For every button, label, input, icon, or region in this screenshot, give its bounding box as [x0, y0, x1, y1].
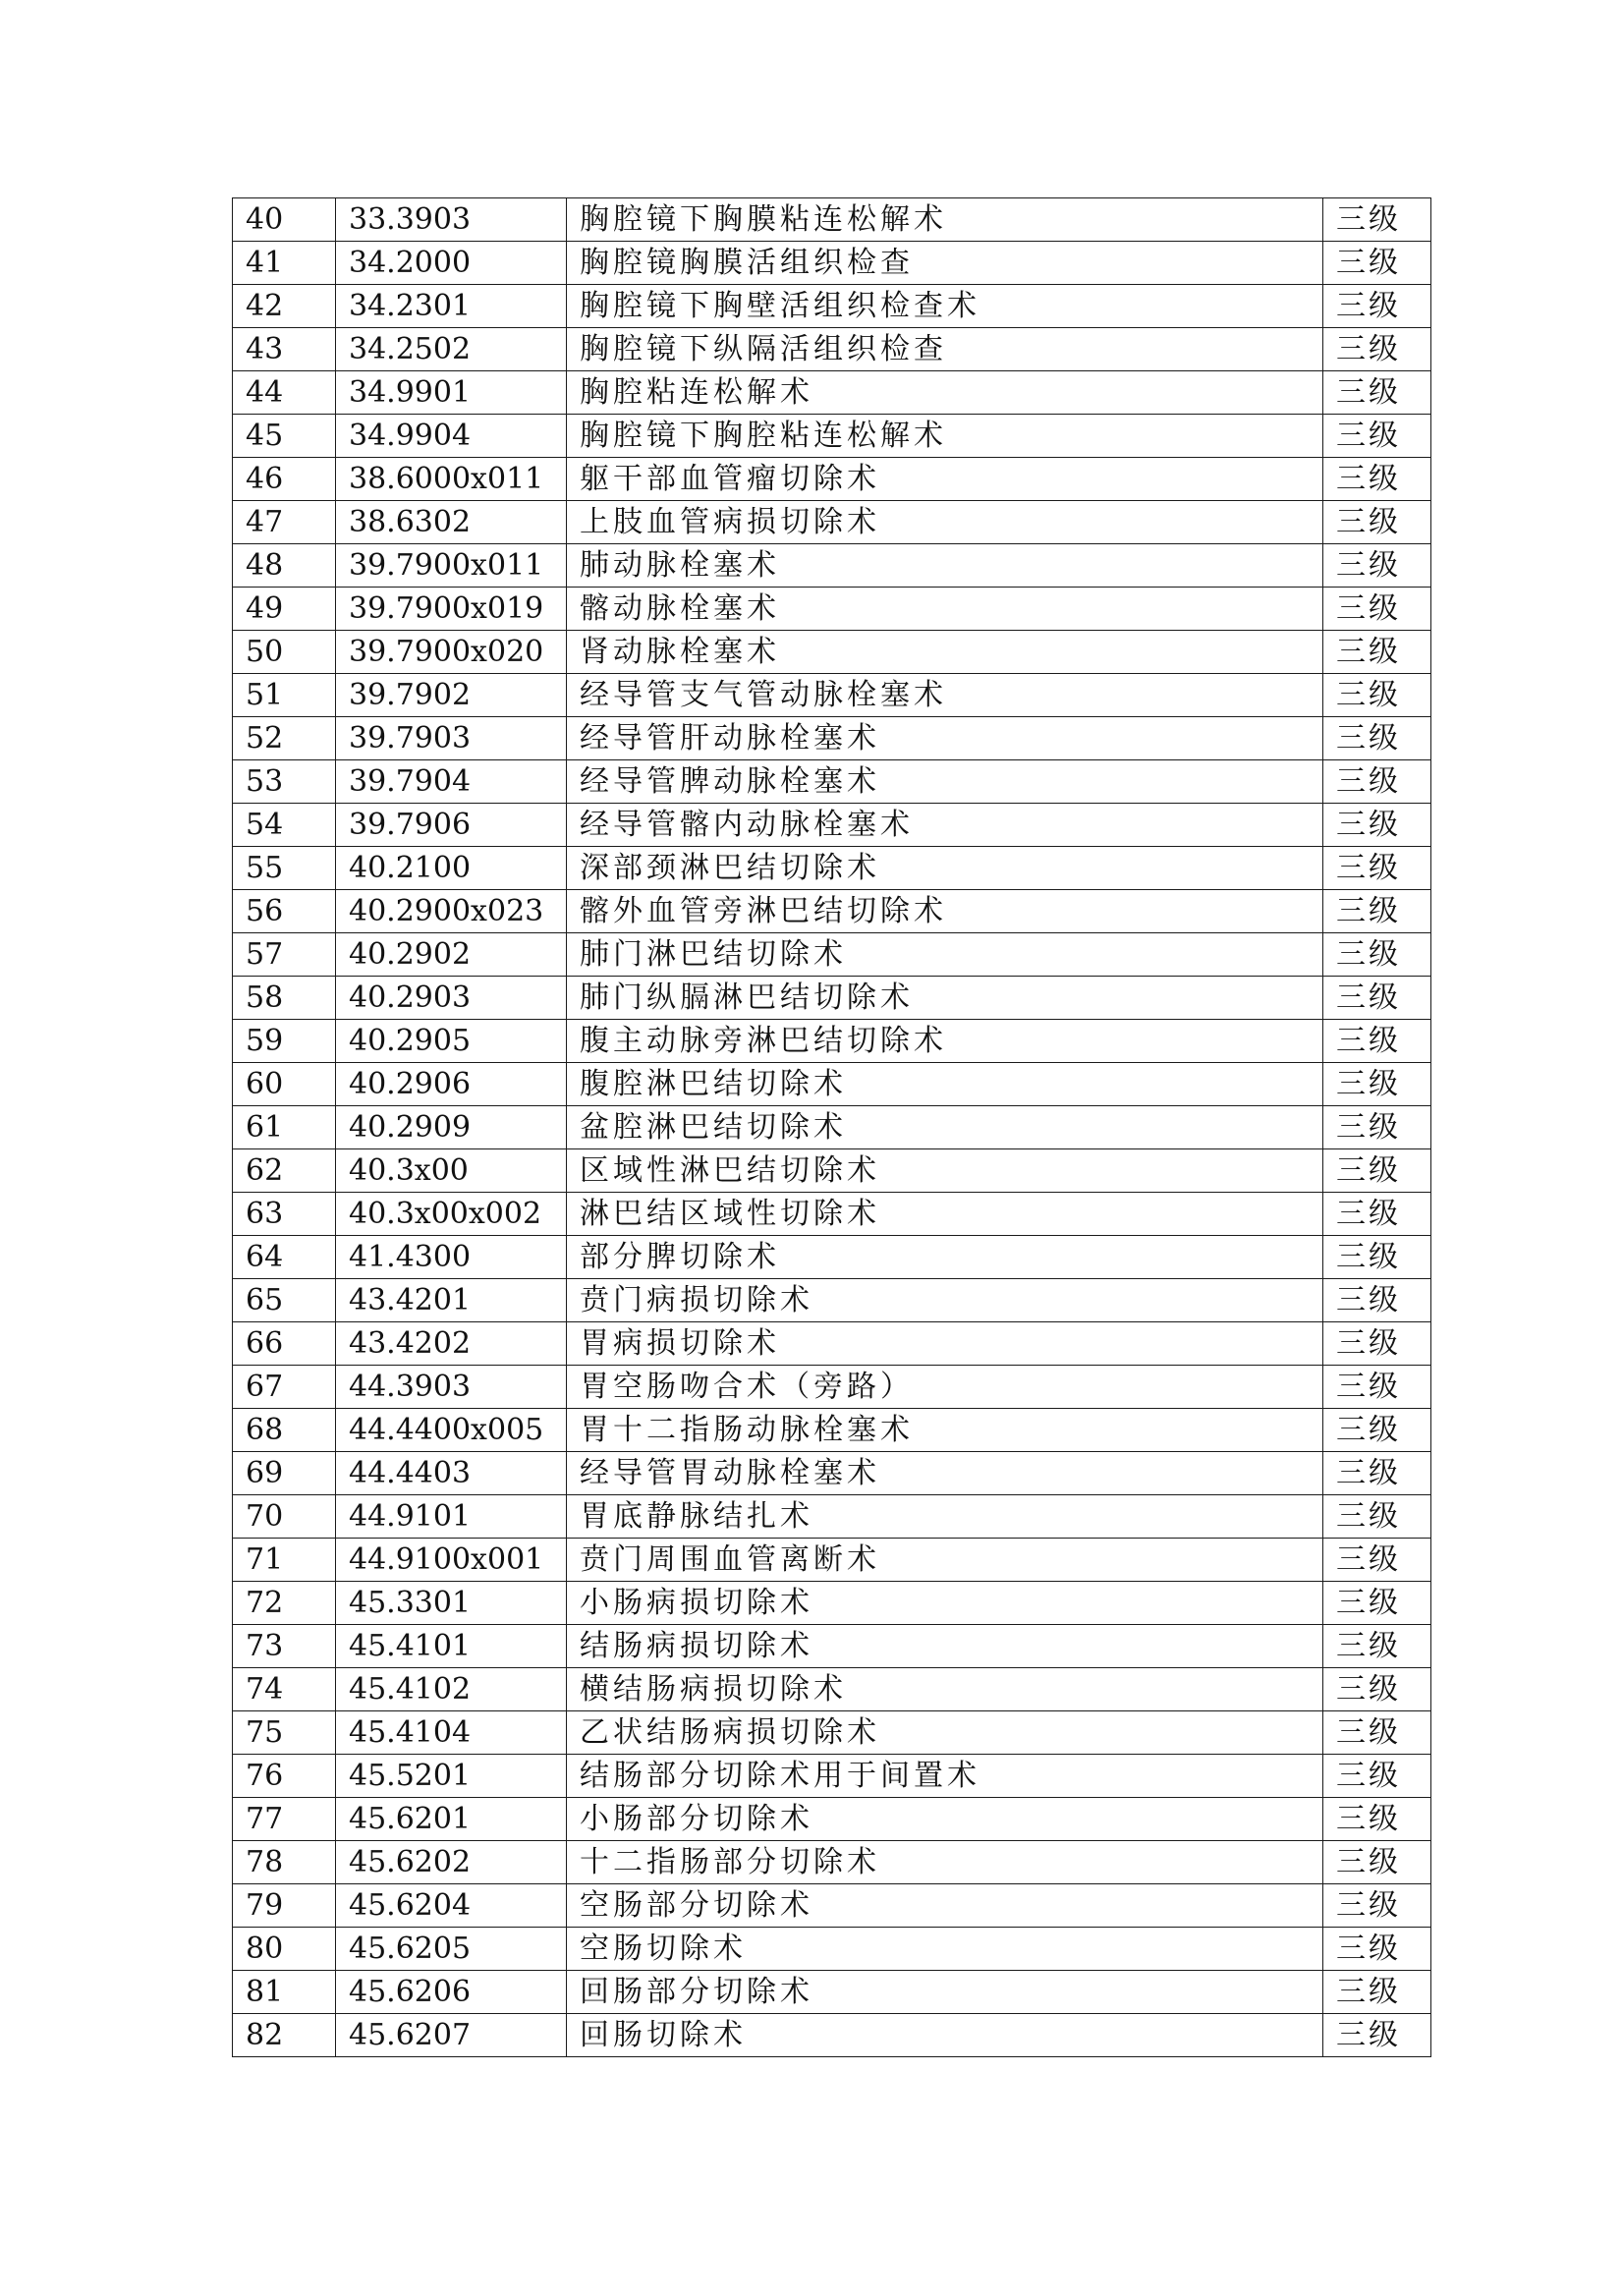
- row-number-cell: 48: [233, 544, 336, 588]
- procedure-name-cell: 空肠切除术: [567, 1928, 1323, 1971]
- procedure-code-cell: 41.4300: [336, 1236, 567, 1279]
- procedure-name-cell: 胃空肠吻合术（旁路）: [567, 1366, 1323, 1409]
- table-row: [233, 890, 1431, 933]
- procedure-code-cell: 34.9901: [336, 371, 567, 415]
- procedure-level-cell: 三级: [1323, 1409, 1431, 1452]
- procedure-code-cell: 45.6202: [336, 1841, 567, 1884]
- procedure-code-cell: 44.9100x001: [336, 1539, 567, 1582]
- table-row: [233, 847, 1431, 890]
- row-number-cell: 69: [233, 1452, 336, 1495]
- table-row: [233, 1798, 1431, 1841]
- table-row: [233, 415, 1431, 458]
- procedure-level-cell: 三级: [1323, 631, 1431, 674]
- procedure-code-cell: 45.5201: [336, 1755, 567, 1798]
- row-number-cell: 76: [233, 1755, 336, 1798]
- procedure-name-cell: 结肠病损切除术: [567, 1625, 1323, 1668]
- row-number-cell: 57: [233, 933, 336, 977]
- procedure-level-cell: 三级: [1323, 198, 1431, 242]
- table-row: [233, 198, 1431, 242]
- procedure-code-cell: 39.7904: [336, 760, 567, 804]
- procedure-level-cell: 三级: [1323, 1582, 1431, 1625]
- row-number-cell: 47: [233, 501, 336, 544]
- table-row: [233, 760, 1431, 804]
- procedure-level-cell: 三级: [1323, 1020, 1431, 1063]
- procedure-level-cell: 三级: [1323, 1322, 1431, 1366]
- procedure-name-cell: 肺门纵膈淋巴结切除术: [567, 977, 1323, 1020]
- row-number-cell: 41: [233, 242, 336, 285]
- procedure-level-cell: 三级: [1323, 1971, 1431, 2014]
- row-number-cell: 58: [233, 977, 336, 1020]
- row-number-cell: 55: [233, 847, 336, 890]
- procedure-level-cell: 三级: [1323, 1366, 1431, 1409]
- table-row: [233, 328, 1431, 371]
- procedure-code-cell: 39.7900x020: [336, 631, 567, 674]
- row-number-cell: 44: [233, 371, 336, 415]
- procedure-name-cell: 胸腔镜下胸膜粘连松解术: [567, 198, 1323, 242]
- table-row: [233, 1668, 1431, 1711]
- procedure-name-cell: 经导管脾动脉栓塞术: [567, 760, 1323, 804]
- procedure-code-cell: 44.3903: [336, 1366, 567, 1409]
- row-number-cell: 60: [233, 1063, 336, 1106]
- procedure-name-cell: 上肢血管病损切除术: [567, 501, 1323, 544]
- procedure-name-cell: 深部颈淋巴结切除术: [567, 847, 1323, 890]
- procedure-name-cell: 盆腔淋巴结切除术: [567, 1106, 1323, 1149]
- table-row: [233, 1322, 1431, 1366]
- procedure-level-cell: 三级: [1323, 1798, 1431, 1841]
- procedure-level-cell: 三级: [1323, 1236, 1431, 1279]
- table-row: [233, 1149, 1431, 1193]
- row-number-cell: 52: [233, 717, 336, 760]
- procedure-code-cell: 45.6207: [336, 2014, 567, 2057]
- procedure-level-cell: 三级: [1323, 1149, 1431, 1193]
- table-row: [233, 674, 1431, 717]
- row-number-cell: 82: [233, 2014, 336, 2057]
- procedure-name-cell: 胸腔镜胸膜活组织检查: [567, 242, 1323, 285]
- table-row: [233, 1928, 1431, 1971]
- procedure-level-cell: 三级: [1323, 847, 1431, 890]
- row-number-cell: 65: [233, 1279, 336, 1322]
- procedure-code-cell: 40.2902: [336, 933, 567, 977]
- table-row: [233, 933, 1431, 977]
- table-row: [233, 1020, 1431, 1063]
- procedure-name-cell: 部分脾切除术: [567, 1236, 1323, 1279]
- procedure-level-cell: 三级: [1323, 2014, 1431, 2057]
- procedure-level-cell: 三级: [1323, 977, 1431, 1020]
- procedure-table: [232, 197, 1431, 2057]
- procedure-name-cell: 回肠部分切除术: [567, 1971, 1323, 2014]
- procedure-code-cell: 39.7900x011: [336, 544, 567, 588]
- procedure-name-cell: 十二指肠部分切除术: [567, 1841, 1323, 1884]
- procedure-code-cell: 45.6204: [336, 1884, 567, 1928]
- procedure-name-cell: 小肠病损切除术: [567, 1582, 1323, 1625]
- procedure-code-cell: 40.2906: [336, 1063, 567, 1106]
- table-row: [233, 1711, 1431, 1755]
- procedure-code-cell: 44.9101: [336, 1495, 567, 1539]
- procedure-code-cell: 39.7903: [336, 717, 567, 760]
- procedure-code-cell: 39.7900x019: [336, 588, 567, 631]
- row-number-cell: 68: [233, 1409, 336, 1452]
- procedure-name-cell: 结肠部分切除术用于间置术: [567, 1755, 1323, 1798]
- procedure-code-cell: 45.6206: [336, 1971, 567, 2014]
- table-row: [233, 242, 1431, 285]
- row-number-cell: 42: [233, 285, 336, 328]
- procedure-name-cell: 胃底静脉结扎术: [567, 1495, 1323, 1539]
- procedure-name-cell: 经导管肝动脉栓塞术: [567, 717, 1323, 760]
- procedure-level-cell: 三级: [1323, 285, 1431, 328]
- procedure-name-cell: 胸腔镜下胸壁活组织检查术: [567, 285, 1323, 328]
- table-row: [233, 1884, 1431, 1928]
- table-row: [233, 1409, 1431, 1452]
- procedure-code-cell: 40.3x00: [336, 1149, 567, 1193]
- table-row: [233, 458, 1431, 501]
- row-number-cell: 71: [233, 1539, 336, 1582]
- procedure-code-cell: 34.2301: [336, 285, 567, 328]
- procedure-code-cell: 45.6205: [336, 1928, 567, 1971]
- procedure-code-cell: 34.2502: [336, 328, 567, 371]
- row-number-cell: 67: [233, 1366, 336, 1409]
- procedure-level-cell: 三级: [1323, 1539, 1431, 1582]
- procedure-level-cell: 三级: [1323, 1495, 1431, 1539]
- procedure-name-cell: 淋巴结区域性切除术: [567, 1193, 1323, 1236]
- procedure-code-cell: 45.3301: [336, 1582, 567, 1625]
- procedure-level-cell: 三级: [1323, 1193, 1431, 1236]
- row-number-cell: 70: [233, 1495, 336, 1539]
- row-number-cell: 73: [233, 1625, 336, 1668]
- procedure-code-cell: 40.3x00x002: [336, 1193, 567, 1236]
- procedure-name-cell: 乙状结肠病损切除术: [567, 1711, 1323, 1755]
- procedure-code-cell: 45.4101: [336, 1625, 567, 1668]
- procedure-name-cell: 区域性淋巴结切除术: [567, 1149, 1323, 1193]
- table-row: [233, 1063, 1431, 1106]
- table-row: [233, 371, 1431, 415]
- table-row: [233, 588, 1431, 631]
- procedure-level-cell: 三级: [1323, 415, 1431, 458]
- row-number-cell: 64: [233, 1236, 336, 1279]
- row-number-cell: 54: [233, 804, 336, 847]
- table-row: [233, 1625, 1431, 1668]
- table-row: [233, 977, 1431, 1020]
- procedure-level-cell: 三级: [1323, 1841, 1431, 1884]
- row-number-cell: 51: [233, 674, 336, 717]
- procedure-code-cell: 44.4403: [336, 1452, 567, 1495]
- table-row: [233, 1755, 1431, 1798]
- table-row: [233, 1495, 1431, 1539]
- table-row: [233, 1106, 1431, 1149]
- procedure-level-cell: 三级: [1323, 1668, 1431, 1711]
- row-number-cell: 53: [233, 760, 336, 804]
- procedure-code-cell: 40.2905: [336, 1020, 567, 1063]
- procedure-code-cell: 40.2909: [336, 1106, 567, 1149]
- table-row: [233, 501, 1431, 544]
- procedure-level-cell: 三级: [1323, 804, 1431, 847]
- procedure-name-cell: 躯干部血管瘤切除术: [567, 458, 1323, 501]
- procedure-code-cell: 34.2000: [336, 242, 567, 285]
- procedure-name-cell: 腹腔淋巴结切除术: [567, 1063, 1323, 1106]
- row-number-cell: 45: [233, 415, 336, 458]
- table-row: [233, 1193, 1431, 1236]
- row-number-cell: 72: [233, 1582, 336, 1625]
- procedure-level-cell: 三级: [1323, 544, 1431, 588]
- procedure-level-cell: 三级: [1323, 458, 1431, 501]
- table-row: [233, 285, 1431, 328]
- table-row: [233, 1971, 1431, 2014]
- procedure-level-cell: 三级: [1323, 1063, 1431, 1106]
- procedure-level-cell: 三级: [1323, 890, 1431, 933]
- procedure-level-cell: 三级: [1323, 1711, 1431, 1755]
- row-number-cell: 63: [233, 1193, 336, 1236]
- procedure-name-cell: 横结肠病损切除术: [567, 1668, 1323, 1711]
- row-number-cell: 50: [233, 631, 336, 674]
- row-number-cell: 40: [233, 198, 336, 242]
- table-row: [233, 2014, 1431, 2057]
- procedure-code-cell: 40.2100: [336, 847, 567, 890]
- procedure-name-cell: 髂动脉栓塞术: [567, 588, 1323, 631]
- procedure-name-cell: 肺门淋巴结切除术: [567, 933, 1323, 977]
- procedure-code-cell: 39.7902: [336, 674, 567, 717]
- procedure-level-cell: 三级: [1323, 1755, 1431, 1798]
- row-number-cell: 79: [233, 1884, 336, 1928]
- procedure-level-cell: 三级: [1323, 371, 1431, 415]
- row-number-cell: 80: [233, 1928, 336, 1971]
- row-number-cell: 78: [233, 1841, 336, 1884]
- procedure-level-cell: 三级: [1323, 674, 1431, 717]
- procedure-code-cell: 40.2903: [336, 977, 567, 1020]
- procedure-code-cell: 38.6000x011: [336, 458, 567, 501]
- procedure-name-cell: 经导管支气管动脉栓塞术: [567, 674, 1323, 717]
- procedure-code-cell: 45.4102: [336, 1668, 567, 1711]
- row-number-cell: 59: [233, 1020, 336, 1063]
- row-number-cell: 62: [233, 1149, 336, 1193]
- procedure-level-cell: 三级: [1323, 1279, 1431, 1322]
- procedure-name-cell: 小肠部分切除术: [567, 1798, 1323, 1841]
- procedure-level-cell: 三级: [1323, 501, 1431, 544]
- table-row: [233, 1366, 1431, 1409]
- row-number-cell: 81: [233, 1971, 336, 2014]
- procedure-name-cell: 胃十二指肠动脉栓塞术: [567, 1409, 1323, 1452]
- procedure-name-cell: 胸腔镜下纵隔活组织检查: [567, 328, 1323, 371]
- row-number-cell: 66: [233, 1322, 336, 1366]
- procedure-level-cell: 三级: [1323, 1452, 1431, 1495]
- procedure-name-cell: 腹主动脉旁淋巴结切除术: [567, 1020, 1323, 1063]
- procedure-name-cell: 胸腔镜下胸腔粘连松解术: [567, 415, 1323, 458]
- row-number-cell: 46: [233, 458, 336, 501]
- procedure-code-cell: 44.4400x005: [336, 1409, 567, 1452]
- procedure-level-cell: 三级: [1323, 717, 1431, 760]
- table-row: [233, 1539, 1431, 1582]
- row-number-cell: 49: [233, 588, 336, 631]
- table-row: [233, 1279, 1431, 1322]
- procedure-name-cell: 肺动脉栓塞术: [567, 544, 1323, 588]
- procedure-level-cell: 三级: [1323, 1928, 1431, 1971]
- procedure-name-cell: 肾动脉栓塞术: [567, 631, 1323, 674]
- row-number-cell: 43: [233, 328, 336, 371]
- procedure-code-cell: 43.4201: [336, 1279, 567, 1322]
- procedure-name-cell: 胸腔粘连松解术: [567, 371, 1323, 415]
- table-row: [233, 1841, 1431, 1884]
- procedure-level-cell: 三级: [1323, 760, 1431, 804]
- procedure-name-cell: 胃病损切除术: [567, 1322, 1323, 1366]
- procedure-name-cell: 贲门病损切除术: [567, 1279, 1323, 1322]
- row-number-cell: 56: [233, 890, 336, 933]
- table-row: [233, 717, 1431, 760]
- table-row: [233, 1236, 1431, 1279]
- procedure-code-cell: 34.9904: [336, 415, 567, 458]
- row-number-cell: 61: [233, 1106, 336, 1149]
- procedure-name-cell: 经导管髂内动脉栓塞术: [567, 804, 1323, 847]
- table-row: [233, 631, 1431, 674]
- procedure-level-cell: 三级: [1323, 933, 1431, 977]
- procedure-level-cell: 三级: [1323, 328, 1431, 371]
- procedure-name-cell: 回肠切除术: [567, 2014, 1323, 2057]
- table-row: [233, 1582, 1431, 1625]
- procedure-level-cell: 三级: [1323, 1106, 1431, 1149]
- row-number-cell: 74: [233, 1668, 336, 1711]
- table-row: [233, 1452, 1431, 1495]
- procedure-name-cell: 经导管胃动脉栓塞术: [567, 1452, 1323, 1495]
- procedure-level-cell: 三级: [1323, 242, 1431, 285]
- procedure-code-cell: 43.4202: [336, 1322, 567, 1366]
- row-number-cell: 77: [233, 1798, 336, 1841]
- procedure-level-cell: 三级: [1323, 1884, 1431, 1928]
- procedure-code-cell: 45.6201: [336, 1798, 567, 1841]
- procedure-name-cell: 髂外血管旁淋巴结切除术: [567, 890, 1323, 933]
- procedure-name-cell: 贲门周围血管离断术: [567, 1539, 1323, 1582]
- procedure-code-cell: 33.3903: [336, 198, 567, 242]
- procedure-code-cell: 39.7906: [336, 804, 567, 847]
- row-number-cell: 75: [233, 1711, 336, 1755]
- procedure-name-cell: 空肠部分切除术: [567, 1884, 1323, 1928]
- procedure-level-cell: 三级: [1323, 588, 1431, 631]
- table-row: [233, 804, 1431, 847]
- table-row: [233, 544, 1431, 588]
- procedure-code-cell: 45.4104: [336, 1711, 567, 1755]
- procedure-table-body: [233, 198, 1431, 2057]
- procedure-code-cell: 40.2900x023: [336, 890, 567, 933]
- procedure-code-cell: 38.6302: [336, 501, 567, 544]
- procedure-level-cell: 三级: [1323, 1625, 1431, 1668]
